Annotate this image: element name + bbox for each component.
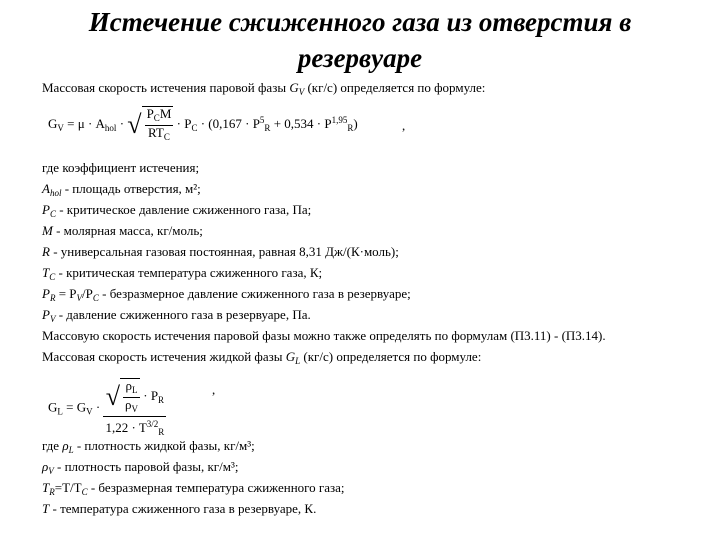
def2-line-1: $\rho_V$ - плотность паровой фазы, кг/м³; <box>42 459 239 476</box>
formula-comma: , <box>402 118 406 133</box>
liquid-formula: $G_L = G_V$ · √ $\frac{\rho_L}{\rho_V}$ · $P_R$ $1,22 \cdot T^{3/2}_R$ <box>48 378 165 437</box>
def-line-1: $A_{hol}$ - площадь отверстия, м²; <box>42 181 201 198</box>
slide-title: Истечение сжиженного газа из отверстия в резервуаре <box>88 7 632 73</box>
def-line-3: M - молярная масса, кг/моль; <box>42 223 203 238</box>
note-line: Массовую скорость истечения паровой фазы можно также определять по формулам (П3.11) - (П3.14). <box>42 328 606 343</box>
vapor-formula: $G_V = \mu \cdot A_{hol}$ · √ $\frac{P_CM}{RT_C}$ · $P_C \cdot (0,167 \cdot P^5_R + 0,534 \cdot P^{1,95}_R)$ <box>48 106 358 142</box>
def-line-5: $T_C$ - критическая температура сжиженного газа, К; <box>42 265 323 282</box>
def-line-0: где коэффициент истечения; <box>42 160 200 175</box>
def2-line-2: $T_R=T/T_C$ - безразмерная температура сжиженного газа; <box>42 480 345 497</box>
def2-line-3: T - температура сжиженного газа в резервуаре, К. <box>42 501 317 516</box>
def-line-7: $P_V$ - давление сжиженного газа в резервуаре, Па. <box>42 307 311 324</box>
liquid-intro: Массовая скорость истечения жидкой фазы $G_L$ (кг/с) определяется по формуле: <box>42 349 482 366</box>
def-line-2: $P_C$ - критическое давление сжиженного газа, Па; <box>42 202 312 219</box>
def-line-4: R - универсальная газовая постоянная, равная 8,31 Дж/(К·моль); <box>42 244 399 259</box>
vapor-intro: Массовая скорость истечения паровой фазы $G_V$ (кг/с) определяется по формуле: <box>42 80 486 97</box>
def-line-6: $P_R = P_V/P_C$ - безразмерное давление сжиженного газа в резервуаре; <box>42 286 411 303</box>
formula2-comma: , <box>212 382 216 397</box>
def2-line-0: где $\rho_L$ - плотность жидкой фазы, кг/м³; <box>42 438 255 455</box>
